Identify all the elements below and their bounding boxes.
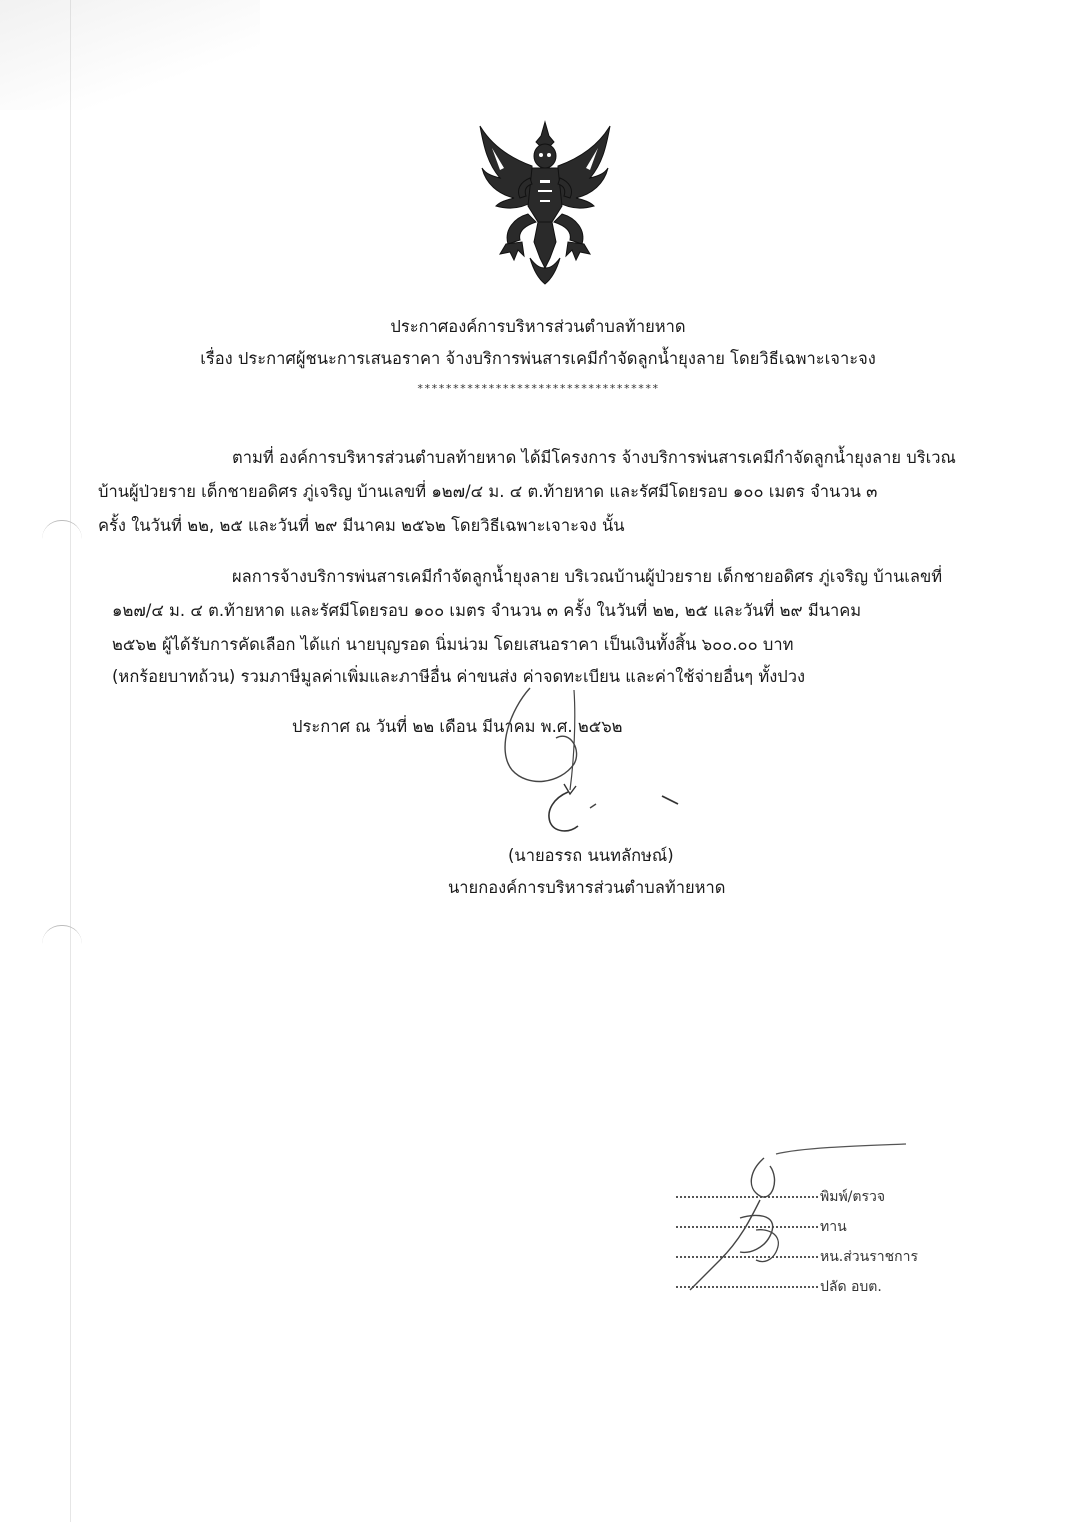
signatory-name: (นายอรรถ นนทลักษณ์) — [508, 846, 674, 865]
paragraph-2-line: ๒๕๖๒ ผู้ได้รับการคัดเลือก ได้แก่ นายบุญรอด นิ่มน่วม โดยเสนอราคา เป็นเงินทั้งสิ้น ๖๐๐.๐๐ บาท — [112, 635, 794, 654]
initials-signature — [680, 1140, 920, 1300]
scan-edge-line — [70, 0, 71, 1522]
punch-hole-mark — [42, 520, 82, 539]
paragraph-1-line: ครั้ง ในวันที่ ๒๒, ๒๕ และวันที่ ๒๙ มีนาคม ๒๕๖๒ โดยวิธีเฉพาะเจาะจง นั้น — [98, 516, 625, 535]
garuda-emblem-icon — [470, 118, 620, 288]
title-separator: ********************************** — [416, 382, 660, 395]
signatory-position: นายกองค์การบริหารส่วนตำบลท้ายหาด — [448, 878, 726, 897]
paragraph-2-line: (หกร้อยบาทถ้วน) รวมภาษีมูลค่าเพิ่มและภาษีอื่น ค่าขนส่ง ค่าจดทะเบียน และค่าใช้จ่ายอื่นๆ ทั้งปวง — [112, 667, 806, 686]
document-title: ประกาศองค์การบริหารส่วนตำบลท้ายหาด — [390, 317, 686, 336]
announcement-date: ประกาศ ณ วันที่ ๒๒ เดือน มีนาคม พ.ศ. ๒๕๖๒ — [292, 717, 623, 736]
checklist-label: พิมพ์/ตรวจ — [820, 1189, 886, 1205]
handwritten-signature — [490, 680, 710, 840]
scan-smudge — [0, 0, 260, 110]
paragraph-1-line: บ้านผู้ป่วยราย เด็กชายอดิศร ภู่เจริญ บ้านเลขที่ ๑๒๗/๔ ม. ๔ ต.ท้ายหาด และรัศมีโดยรอบ ๑๐๐ เมตร จำนวน ๓ — [98, 482, 878, 501]
checklist-label: ปลัด อบต. — [820, 1279, 882, 1295]
punch-hole-mark — [42, 925, 82, 944]
document-subject: เรื่อง ประกาศผู้ชนะการเสนอราคา จ้างบริการพ่นสารเคมีกำจัดลูกน้ำยุงลาย โดยวิธีเฉพาะเจาะจง — [200, 349, 876, 368]
paragraph-1-line: ตามที่ องค์การบริหารส่วนตำบลท้ายหาด ได้มีโครงการ จ้างบริการพ่นสารเคมีกำจัดลูกน้ำยุงลาย บริเวณ — [232, 448, 956, 467]
checklist-label: ทาน — [820, 1219, 847, 1235]
paragraph-2-line: ผลการจ้างบริการพ่นสารเคมีกำจัดลูกน้ำยุงลาย บริเวณบ้านผู้ป่วยราย เด็กชายอดิศร ภู่เจริญ บ้านเลขที่ — [232, 567, 943, 586]
checklist-label: หน.ส่วนราชการ — [820, 1249, 918, 1265]
paragraph-2-line: ๑๒๗/๔ ม. ๔ ต.ท้ายหาด และรัศมีโดยรอบ ๑๐๐ เมตร จำนวน ๓ ครั้ง ในวันที่ ๒๒, ๒๕ และวันที่ ๒๙ มีนาคม — [112, 601, 862, 620]
